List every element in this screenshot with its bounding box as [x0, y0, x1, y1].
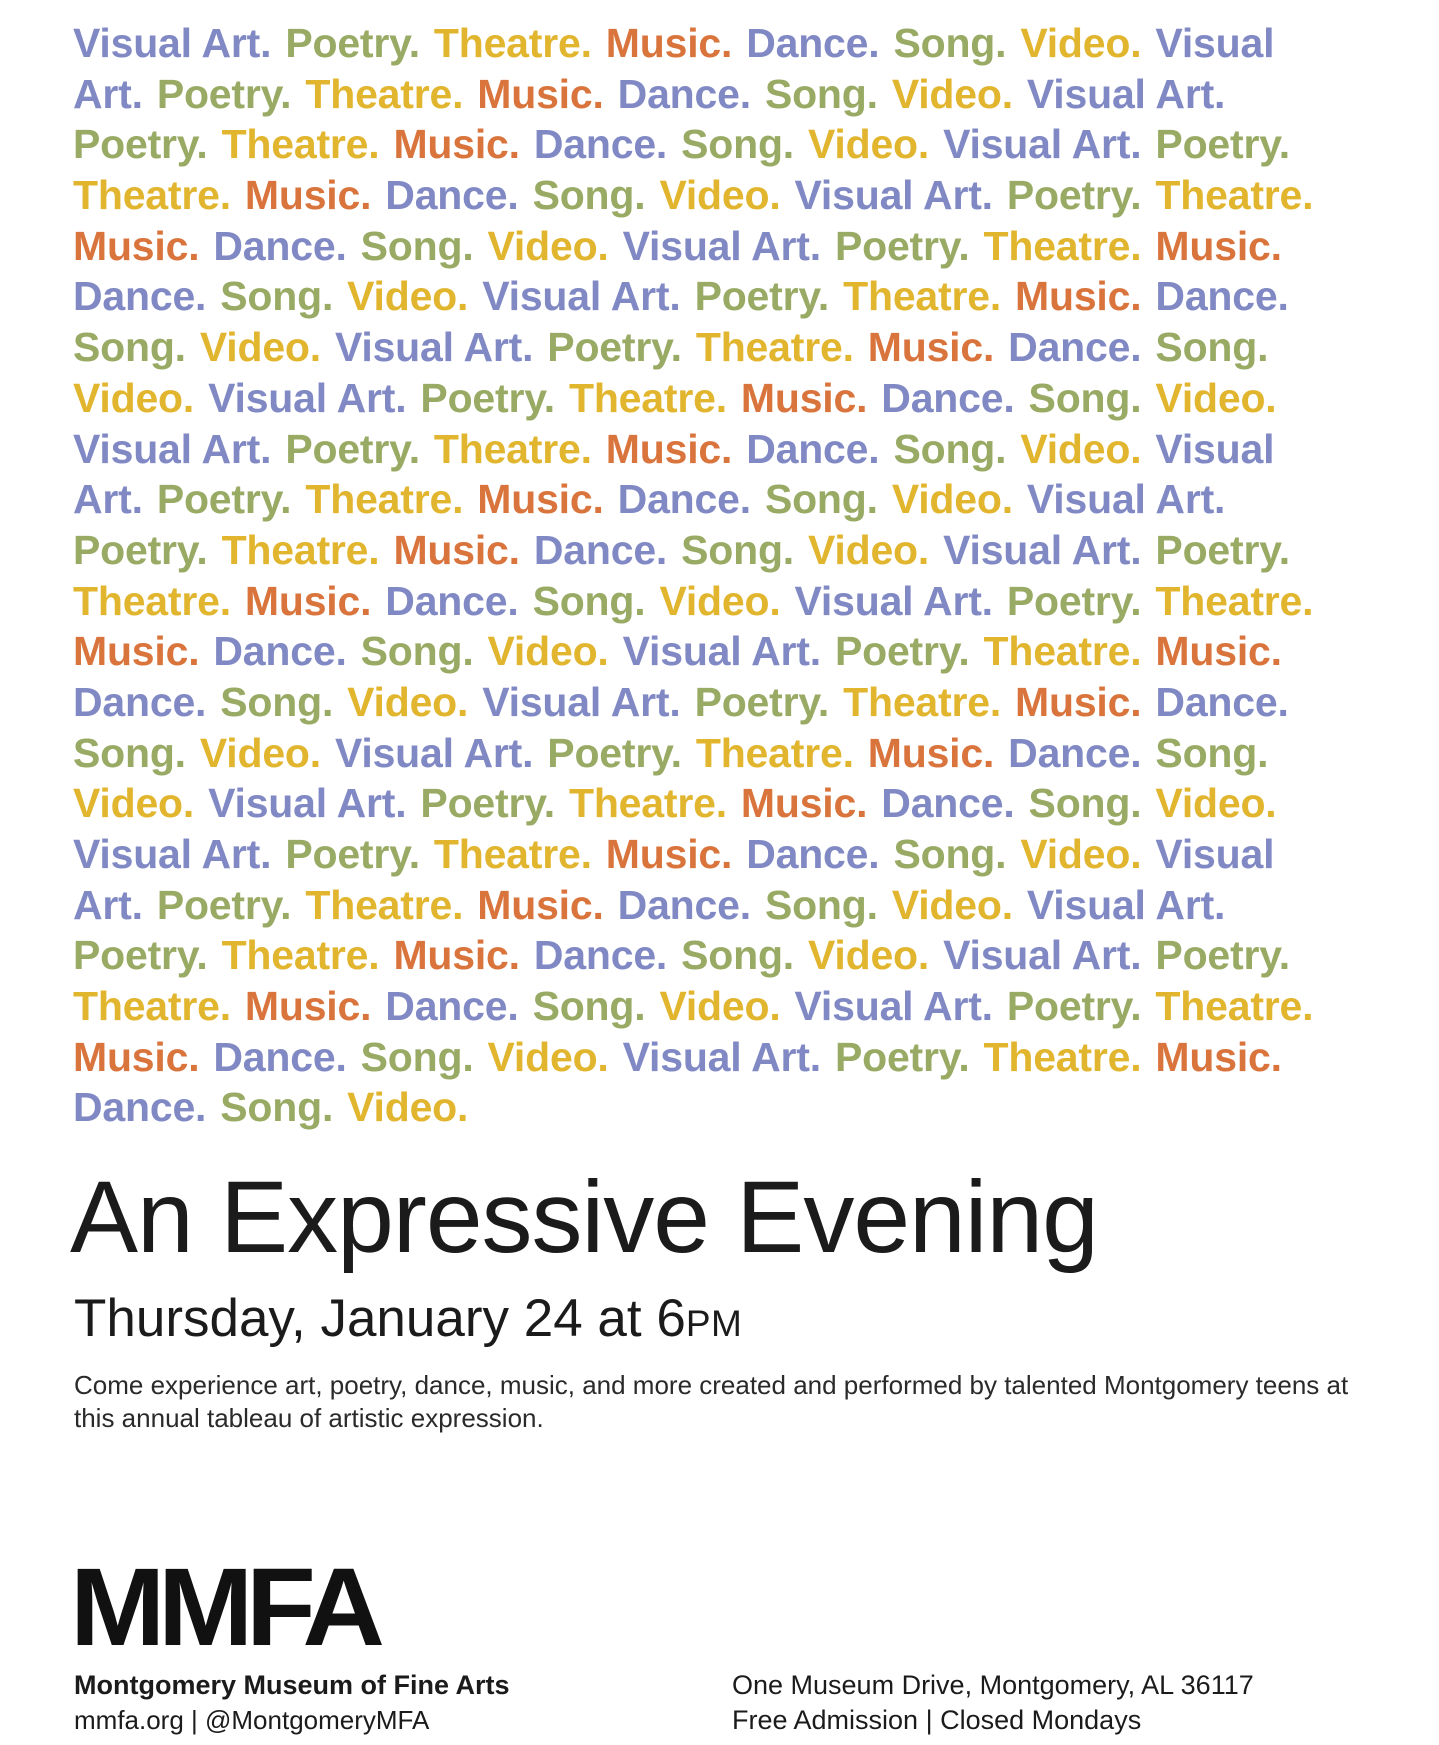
word-theatre: Theatre. — [433, 425, 592, 472]
word-music: Music. — [740, 374, 868, 421]
word-poetry: Poetry. — [694, 678, 830, 725]
word-line — [73, 981, 1373, 1032]
word-visual-art: Visual Art. — [334, 324, 534, 371]
event-title: An Expressive Evening — [70, 1160, 1098, 1274]
word-dance: Dance. — [881, 374, 1015, 421]
word-video: Video. — [347, 1084, 469, 1131]
word-poetry: Poetry. — [420, 374, 555, 421]
word-poetry: Poetry. — [285, 831, 420, 877]
word-music: Music. — [1015, 678, 1142, 725]
word-poetry: Poetry. — [1155, 932, 1290, 979]
word-theatre: Theatre. — [433, 20, 592, 66]
word-dance: Dance. — [73, 678, 207, 725]
word-dance: Dance. — [881, 780, 1015, 827]
word-visual-art: Visual Art. — [794, 172, 993, 219]
word-music: Music. — [393, 121, 520, 168]
word-theatre: Theatre. — [1155, 172, 1314, 219]
word-song: Song. — [764, 70, 878, 117]
word-music: Music. — [477, 881, 604, 928]
word-song: Song. — [1028, 374, 1142, 421]
word-visual-art: Art. — [73, 476, 143, 523]
word-video: Video. — [199, 729, 321, 776]
word-music: Music. — [393, 526, 520, 573]
word-visual-art: Visual Art. — [943, 526, 1142, 573]
word-poetry: Poetry. — [694, 273, 830, 320]
word-video: Video. — [487, 1033, 609, 1080]
word-dance: Dance. — [746, 425, 880, 472]
word-song: Song. — [220, 1084, 334, 1131]
word-poetry: Poetry. — [285, 20, 420, 66]
word-video: Video. — [1020, 831, 1142, 877]
word-song: Song. — [893, 425, 1007, 472]
event-date-pm: PM — [685, 1303, 743, 1344]
word-visual-art: Visual Art. — [73, 20, 272, 66]
word-dance: Dance. — [213, 1033, 347, 1080]
word-theatre: Theatre. — [568, 374, 727, 421]
word-poetry: Poetry. — [1006, 577, 1142, 624]
word-video: Video. — [73, 780, 195, 827]
word-song: Song. — [893, 20, 1007, 66]
word-music: Music. — [393, 932, 520, 979]
word-line — [73, 474, 1373, 525]
word-video: Video. — [487, 222, 609, 269]
word-music: Music. — [1155, 628, 1282, 675]
word-theatre: Theatre. — [221, 526, 380, 573]
word-music: Music. — [605, 20, 733, 66]
word-poetry: Poetry. — [834, 628, 970, 675]
word-music: Music. — [244, 983, 372, 1030]
word-poetry: Poetry. — [1006, 172, 1142, 219]
word-song: Song. — [1155, 729, 1269, 776]
word-music: Music. — [1015, 273, 1142, 320]
word-dance: Dance. — [1155, 273, 1289, 320]
word-dance: Dance. — [213, 628, 347, 675]
word-song: Song. — [220, 273, 334, 320]
word-dance: Dance. — [617, 476, 751, 523]
word-song: Song. — [532, 577, 646, 624]
word-video: Video. — [1155, 374, 1277, 421]
word-music: Music. — [477, 476, 604, 523]
word-music: Music. — [73, 1033, 200, 1080]
word-line — [73, 778, 1373, 829]
word-theatre: Theatre. — [568, 780, 727, 827]
word-poetry: Poetry. — [547, 324, 682, 371]
word-visual-art: Visual Art. — [73, 425, 272, 472]
word-dance: Dance. — [73, 1084, 207, 1131]
word-song: Song. — [532, 983, 646, 1030]
word-visual-art: Visual Art. — [208, 374, 407, 421]
word-video: Video. — [1020, 20, 1142, 66]
word-dance: Dance. — [385, 172, 519, 219]
word-dance: Dance. — [533, 932, 668, 979]
word-video: Video. — [891, 70, 1013, 117]
word-theatre: Theatre. — [983, 222, 1142, 269]
word-line — [73, 728, 1373, 779]
event-description: Come experience art, poetry, dance, music, and more created and performed by talented Montgomery teens at this annual tableau of artistic expression. — [74, 1370, 1349, 1433]
word-line — [73, 373, 1373, 424]
word-video: Video. — [891, 881, 1013, 928]
word-theatre: Theatre. — [983, 628, 1142, 675]
word-video: Video. — [199, 324, 321, 371]
word-theatre: Theatre. — [695, 729, 854, 776]
word-poetry: Poetry. — [73, 526, 208, 573]
word-video: Video. — [73, 374, 195, 421]
word-visual-art: Visual Art. — [1026, 476, 1226, 523]
word-song: Song. — [73, 729, 186, 776]
event-date — [74, 1289, 742, 1354]
word-song: Song. — [764, 881, 878, 928]
word-dance: Dance. — [213, 222, 347, 269]
word-video: Video. — [1155, 780, 1277, 827]
word-theatre: Theatre. — [73, 577, 231, 624]
word-dance: Dance. — [617, 70, 751, 117]
word-music: Music. — [244, 577, 372, 624]
word-song: Song. — [1028, 780, 1142, 827]
word-dance: Dance. — [533, 526, 668, 573]
word-visual-art: Visual Art. — [794, 577, 993, 624]
word-poetry: Poetry. — [1155, 121, 1290, 168]
word-dance: Dance. — [385, 577, 519, 624]
word-music: Music. — [605, 425, 733, 472]
word-poetry: Poetry. — [73, 932, 208, 979]
word-theatre: Theatre. — [1155, 983, 1314, 1030]
word-video: Video. — [659, 983, 781, 1030]
word-theatre: Theatre. — [843, 678, 1002, 725]
word-theatre: Theatre. — [983, 1033, 1142, 1080]
word-song: Song. — [681, 526, 794, 573]
word-line — [73, 424, 1373, 475]
word-grid — [73, 18, 1373, 1133]
word-video: Video. — [347, 678, 469, 725]
word-song: Song. — [1155, 324, 1269, 371]
word-visual-art: Visual Art. — [334, 729, 534, 776]
word-song: Song. — [360, 222, 474, 269]
word-theatre: Theatre. — [305, 881, 464, 928]
word-dance: Dance. — [1008, 729, 1142, 776]
word-poetry: Poetry. — [547, 729, 682, 776]
word-poetry: Poetry. — [834, 1033, 970, 1080]
word-video: Video. — [808, 526, 930, 573]
mmfa-logo: MMFA — [70, 1546, 378, 1669]
word-theatre: Theatre. — [695, 324, 854, 371]
word-poetry: Poetry. — [156, 70, 292, 117]
word-music: Music. — [867, 729, 995, 776]
word-song: Song. — [73, 324, 186, 371]
word-visual-art: Art. — [73, 70, 143, 117]
word-dance: Dance. — [533, 121, 668, 168]
word-video: Video. — [891, 476, 1013, 523]
word-song: Song. — [893, 831, 1007, 877]
word-visual-art: Visual — [1155, 831, 1275, 877]
word-music: Music. — [73, 628, 200, 675]
word-song: Song. — [360, 1033, 474, 1080]
word-visual-art: Visual — [1155, 20, 1275, 66]
word-theatre: Theatre. — [73, 983, 231, 1030]
word-line — [73, 18, 1373, 69]
word-song: Song. — [532, 172, 646, 219]
word-music: Music. — [1155, 222, 1282, 269]
word-dance: Dance. — [746, 831, 880, 877]
word-visual-art: Visual Art. — [794, 983, 993, 1030]
word-dance: Dance. — [1155, 678, 1289, 725]
word-line — [73, 626, 1373, 677]
word-theatre: Theatre. — [1155, 577, 1314, 624]
word-visual-art: Visual Art. — [73, 831, 272, 877]
word-visual-art: Visual Art. — [1026, 70, 1226, 117]
word-poetry: Poetry. — [73, 121, 208, 168]
word-line — [73, 170, 1373, 221]
word-poetry: Poetry. — [420, 780, 555, 827]
word-theatre: Theatre. — [843, 273, 1002, 320]
word-dance: Dance. — [746, 20, 880, 66]
word-theatre: Theatre. — [305, 476, 464, 523]
word-video: Video. — [808, 121, 930, 168]
word-line — [73, 576, 1373, 627]
word-theatre: Theatre. — [433, 831, 592, 877]
museum-address: One Museum Drive, Montgomery, AL 36117 — [732, 1670, 1254, 1700]
word-dance: Dance. — [617, 881, 751, 928]
word-line — [73, 525, 1373, 576]
word-line — [73, 829, 1373, 880]
word-visual-art: Art. — [73, 881, 143, 928]
word-line — [73, 322, 1373, 373]
word-line — [73, 221, 1373, 272]
word-visual-art: Visual Art. — [943, 932, 1142, 979]
word-poetry: Poetry. — [156, 881, 292, 928]
word-song: Song. — [681, 932, 794, 979]
word-video: Video. — [659, 577, 781, 624]
word-video: Video. — [808, 932, 930, 979]
word-line — [73, 677, 1373, 728]
word-video: Video. — [1020, 425, 1142, 472]
word-theatre: Theatre. — [221, 121, 380, 168]
word-poetry: Poetry. — [1155, 526, 1290, 573]
word-line — [73, 1032, 1373, 1083]
word-line — [73, 880, 1373, 931]
word-music: Music. — [867, 324, 995, 371]
word-music: Music. — [605, 831, 733, 877]
word-music: Music. — [1155, 1033, 1282, 1080]
word-song: Song. — [360, 628, 474, 675]
word-line — [73, 1082, 1373, 1133]
word-poetry: Poetry. — [1006, 983, 1142, 1030]
word-visual-art: Visual Art. — [622, 1033, 821, 1080]
word-line — [73, 271, 1373, 322]
word-line — [73, 69, 1373, 120]
word-song: Song. — [220, 678, 334, 725]
word-visual-art: Visual — [1155, 425, 1275, 472]
word-dance: Dance. — [73, 273, 207, 320]
word-video: Video. — [487, 628, 609, 675]
org-web-social: mmfa.org | @MontgomeryMFA — [74, 1705, 430, 1735]
word-song: Song. — [764, 476, 878, 523]
word-dance: Dance. — [1008, 324, 1142, 371]
word-theatre: Theatre. — [221, 932, 380, 979]
org-name: Montgomery Museum of Fine Arts — [74, 1670, 510, 1700]
admission-info: Free Admission | Closed Mondays — [732, 1705, 1142, 1735]
word-music: Music. — [244, 172, 372, 219]
word-music: Music. — [477, 70, 604, 117]
word-line — [73, 930, 1373, 981]
word-dance: Dance. — [385, 983, 519, 1030]
word-theatre: Theatre. — [305, 70, 464, 117]
word-music: Music. — [73, 222, 200, 269]
word-poetry: Poetry. — [156, 476, 292, 523]
word-poetry: Poetry. — [285, 425, 420, 472]
word-poetry: Poetry. — [834, 222, 970, 269]
word-visual-art: Visual Art. — [482, 273, 681, 320]
word-video: Video. — [347, 273, 469, 320]
word-visual-art: Visual Art. — [482, 678, 681, 725]
event-date-main: Thursday, January 24 at 6 — [74, 1289, 686, 1348]
word-line — [73, 119, 1373, 170]
word-song: Song. — [681, 121, 794, 168]
word-visual-art: Visual Art. — [622, 628, 821, 675]
word-visual-art: Visual Art. — [208, 780, 407, 827]
word-visual-art: Visual Art. — [943, 121, 1142, 168]
word-visual-art: Visual Art. — [1026, 881, 1226, 928]
word-video: Video. — [659, 172, 781, 219]
word-music: Music. — [740, 780, 868, 827]
word-theatre: Theatre. — [73, 172, 231, 219]
word-visual-art: Visual Art. — [622, 222, 821, 269]
